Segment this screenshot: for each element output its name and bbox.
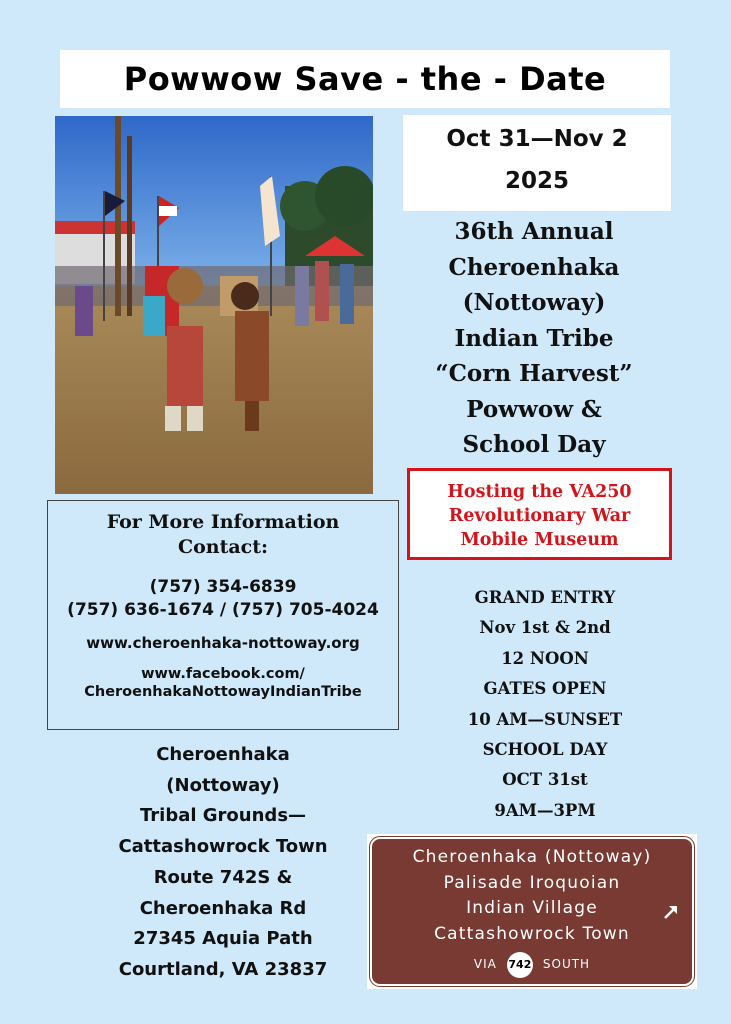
event-title	[400, 214, 668, 463]
location-line: Route 742S &	[153, 866, 293, 888]
phone-number[interactable]: (757) 636-1674 / (757) 705-4024	[67, 600, 379, 620]
arrow-up-right-icon	[662, 903, 680, 921]
website-link[interactable]: www.cheroenhaka-nottoway.org	[86, 634, 360, 652]
museum-line: Mobile Museum	[460, 530, 619, 550]
road-sign-line: Indian Village	[466, 898, 598, 918]
location-line: Cheroenhaka	[156, 744, 290, 765]
museum-line: Hosting the VA250	[447, 482, 632, 502]
event-dates	[403, 115, 671, 211]
museum-callout	[407, 468, 672, 560]
location-address	[60, 740, 386, 986]
location-line: Cattashowrock Town	[118, 836, 328, 858]
route-row	[372, 952, 692, 978]
date-range: Oct 31—Nov 2	[446, 126, 628, 152]
title-banner	[60, 50, 670, 108]
event-schedule	[420, 583, 670, 826]
schedule-line: GRAND ENTRY	[474, 588, 616, 607]
road-sign-line: Cattashowrock Town	[434, 923, 630, 944]
contact-heading-line: For More Information	[106, 511, 340, 533]
page-title: Powwow Save - the - Date	[123, 60, 607, 98]
powwow-photo	[55, 116, 373, 494]
contact-heading	[48, 510, 398, 560]
phone-numbers	[48, 576, 398, 622]
contact-heading-line: Contact:	[177, 536, 269, 558]
direction-label: SOUTH	[542, 957, 591, 972]
museum-line: Revolutionary War	[448, 506, 631, 526]
facebook-line: CheroenhakaNottowayIndianTribe	[84, 684, 362, 700]
road-sign-line: Palisade Iroquoian	[443, 872, 621, 893]
road-sign	[367, 834, 697, 989]
schedule-line: 10 AM—SUNSET	[467, 709, 623, 729]
schedule-line: OCT 31st	[502, 770, 588, 790]
event-title-line: (Nottoway)	[462, 289, 606, 316]
road-sign-line: Cheroenhaka (Nottoway)	[412, 847, 652, 867]
facebook-link[interactable]	[48, 665, 398, 701]
phone-number[interactable]: (757) 354-6839	[149, 577, 297, 597]
event-title-line: Cheroenhaka	[448, 253, 620, 281]
schedule-line: SCHOOL DAY	[482, 740, 608, 760]
event-title-line: Indian Tribe	[454, 324, 614, 352]
event-title-line: “Corn Harvest”	[435, 360, 633, 387]
contact-info	[47, 500, 399, 730]
schedule-line: 12 NOON	[501, 648, 589, 668]
location-line: Cheroenhaka Rd	[139, 897, 307, 919]
event-year: 2025	[504, 168, 569, 194]
schedule-line: GATES OPEN	[483, 679, 607, 699]
schedule-line: 9AM—3PM	[494, 800, 596, 820]
schedule-line: Nov 1st & 2nd	[479, 618, 611, 638]
location-line: 27345 Aquia Path	[133, 928, 313, 950]
route-shield-icon: 742	[507, 952, 533, 978]
facebook-line: www.facebook.com/	[141, 666, 305, 682]
event-title-line: Powwow &	[466, 395, 602, 423]
location-line: Courtland, VA 23837	[118, 958, 328, 980]
via-label: VIA	[473, 957, 497, 972]
location-line: (Nottoway)	[166, 774, 280, 796]
event-title-line: School Day	[462, 431, 606, 458]
powwow-photo-illustration	[55, 116, 373, 494]
event-title-line: 36th Annual	[454, 218, 614, 245]
location-line: Tribal Grounds—	[139, 805, 307, 827]
road-sign-panel	[370, 837, 694, 986]
